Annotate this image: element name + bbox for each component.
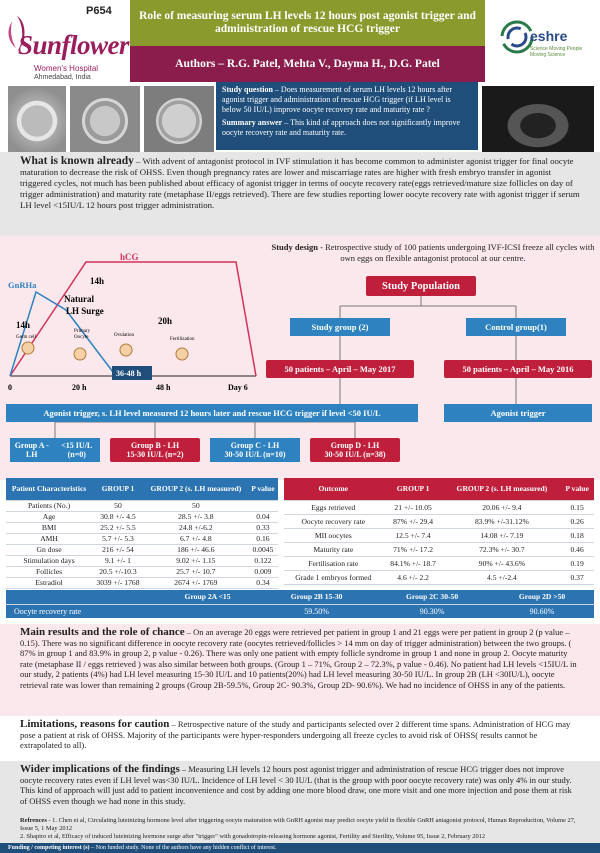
reference-1: - 1. Chen et al, Circulating luteinizing hormone level after triggering oocyte maturation with GnRH agonist may predict oocyte yield in flexible GnRH antagonist protocol, Human Reproduction, Volume 27, Issue 5, 1 May 2012 xyxy=(20,817,576,832)
table1-cell: 0.34 xyxy=(248,577,278,588)
summary-answer-text: – This kind of approach does not significantly improve oocyte recovery rate and maturity rate. xyxy=(222,118,461,137)
table1-cell: 24.8 +/-6.2 xyxy=(144,522,248,533)
table-row xyxy=(6,577,278,588)
table-row xyxy=(284,500,594,514)
hospital-city: Ahmedabad, India xyxy=(34,74,91,81)
table-row xyxy=(6,604,594,618)
known-text: – With advent of antagonist protocol in IVF stimulation it has become common to administer agonist trigger for final oocyte maturation to decrease the risk of OHSS. Even though pregnancy rates are lower and miscarriage rates are higher with fresh embryo transfer in agonist triggered cycles, not much has been published about efficacy of agonist trigger in terms of oocyte recovery rate(eggs retrieved/mature size follicles on day of trigger administration) and maturity rate (metaphase II/eggs retrieved). There are few studies reporting lower oocyte recovery rate with agonist trigger if serum LH level <15IU/L 12 hours post trigger administration. xyxy=(20,156,580,210)
table1-cell: 5.7 +/- 5.3 xyxy=(92,533,144,544)
table1-cell: Patients (No.) xyxy=(6,500,92,511)
table1-cell: 216 +/- 54 xyxy=(92,544,144,555)
patient-characteristics-table xyxy=(6,478,278,589)
table1-cell: AMH xyxy=(6,533,92,544)
table-row xyxy=(6,511,278,522)
oocyte-photo-1 xyxy=(8,86,66,156)
table1-cell: 25.2 +/- 5.5 xyxy=(92,522,144,533)
table3-header xyxy=(6,590,156,604)
lh-surge-label: LH Surge xyxy=(66,306,104,316)
funding-bar xyxy=(0,843,600,853)
group-c-box xyxy=(210,438,300,462)
table1-cell: BMI xyxy=(6,522,92,533)
table1-cell: Age xyxy=(6,511,92,522)
table-row xyxy=(6,522,278,533)
known-already-section xyxy=(0,152,600,236)
table1-cell: 0.0045 xyxy=(248,544,278,555)
axis-20h: 20 h xyxy=(72,383,87,392)
table2-cell: Oocyte recovery rate xyxy=(284,514,383,528)
study-population-box: Study Population xyxy=(366,276,476,296)
wider-text: – Measuring LH levels 12 hours post agonist trigger and administration of rescue HCG trigger does not improve oocyte recovery rates even if LH level was<30 IU/L. Incidence of LH level < 30 IU/L (that is the group with poor oocyte recovery rate) was only 4% in our study. This kind of approach will just add to patient inconvenience and cost by adding one more blood draw, one more visit and one more injection and pose them at risk of OHSS even though we had none in this study. xyxy=(20,764,572,806)
h14-left-label: 14h xyxy=(16,320,31,330)
table1-cell: 3039 +/- 1768 xyxy=(92,577,144,588)
study-question-box xyxy=(216,82,478,150)
title-bar xyxy=(130,0,485,46)
fertilization-label: Fertilization xyxy=(170,337,195,342)
table2-cell: Fertilisation rate xyxy=(284,556,383,570)
table2-cell: 14.08 +/- 7.19 xyxy=(444,528,561,542)
table2-cell: 84.1% +/- 18.7 xyxy=(383,556,444,570)
authors: Authors – R.G. Patel, Mehta V., Dayma H., D.G. Patel xyxy=(175,58,440,70)
table1-header: Patient Characteristics xyxy=(6,478,92,500)
main-results-text: – On an average 20 eggs were retrieved per patient in group 1 and 21 eggs were per patient in group 2 (p value – 0.15). There was no significant difference in oocyte recovery rate (oocytes retrieved/follicles > 14 mm on day of trigger administration) between the two groups. ( 87% in group 1 and 83.9% in group 2, p value - 0.26). There was only one patient with empty follicle syndrome in group 1 and none in group 2. Oocyte maturity rate (metaphase II / eggs retrieved ) was also similar between both groups. (Group 1 – 71%, Group 2 – 72.3%, p value - 0.46). No patient had LH levels <15IU/L in our study, 2 patients (4%) had LH level measuring 15-30 IU/L and 10 patients(20%) had LH level measuring 30-50 IU/L. In group 2B (LH <30IU/L), oocyte retrieval rate was lower than remaining 2 groups (Group 2B-59.5%, Group 2C- 90.3%, Group 2D- 90.6%). We had no incidence of OHSS in any of the patients. xyxy=(20,627,577,690)
table-row xyxy=(284,556,594,570)
table1-cell: 25.7 +/- 10.7 xyxy=(144,566,248,577)
group-a-line1: Group A - LH xyxy=(14,441,49,459)
table1-cell: 50 xyxy=(92,500,144,511)
table2-cell: 4.5 +/-2.4 xyxy=(444,570,561,584)
table1-header: P value xyxy=(248,478,278,500)
limitations-heading: Limitations, reasons for caution xyxy=(20,718,170,730)
group-d-line2: 30-50 IU/L (n=38) xyxy=(324,450,386,459)
oocyte-photo-2 xyxy=(70,86,140,156)
table-row xyxy=(6,555,278,566)
study-design-label: Study design xyxy=(271,242,319,252)
table2-cell: 0.37 xyxy=(560,570,594,584)
primary-label-2: Oocyte xyxy=(74,335,89,340)
agonist-trigger-box: Agonist trigger xyxy=(444,404,592,422)
table2-header: P value xyxy=(560,478,594,500)
agonist-rescue-box: Agonist trigger, s. LH level measured 12 hours later and rescue HCG trigger if level <50 IU/L xyxy=(6,404,418,422)
table1-cell: Gn dose xyxy=(6,544,92,555)
table1-cell: 30.8 +/- 4.5 xyxy=(92,511,144,522)
table-row xyxy=(284,570,594,584)
table1-cell: 0.33 xyxy=(248,522,278,533)
table2-header: GROUP 1 xyxy=(383,478,444,500)
references-section xyxy=(0,816,600,843)
table2-cell: MII oocytes xyxy=(284,528,383,542)
study-group-box: Study group (2) xyxy=(290,318,390,336)
table3-cell: 59.50% xyxy=(259,604,374,618)
table1-cell: 9.1 +/- 1 xyxy=(92,555,144,566)
eshre-name: eshre xyxy=(530,28,568,44)
ultrasound-photo xyxy=(482,86,594,152)
hospital-logo-text: Sunflower xyxy=(18,30,130,60)
table1-cell: 6.7 +/- 4.8 xyxy=(144,533,248,544)
table1-cell: Follicles xyxy=(6,566,92,577)
group-c-line2: 30-50 IU/L (n=10) xyxy=(224,450,286,459)
table-row xyxy=(6,500,278,511)
table2-cell: 12.5 +/- 7.4 xyxy=(383,528,444,542)
table1-cell: 186 +/- 46.6 xyxy=(144,544,248,555)
main-results-heading: Main results and the role of chance xyxy=(20,626,185,638)
h14-top-label: 14h xyxy=(90,276,105,286)
table1-header: GROUP 2 (s. LH measured) xyxy=(144,478,248,500)
eshre-tagline: Science Moving People Moving Science xyxy=(530,46,583,58)
germ-cell-label: Germ cell xyxy=(16,335,36,340)
table2-cell: 20.06 +/- 9.4 xyxy=(444,500,561,514)
summary-answer-label: Summary answer xyxy=(222,118,283,127)
table2-cell: 72.3% +/- 30.7 xyxy=(444,542,561,556)
limitations-text: – Retrospective nature of the study and participants selected over 2 different time spans. Administration of HCG may pose a patient at risk of OHSS. Majority of the participants were hyper-responders undergoing all freeze cycles to avoid risk of OHSS( results cannot be extrapolated to all). xyxy=(20,719,571,750)
known-heading: What is known already xyxy=(20,155,134,167)
table2-cell: Maturity rate xyxy=(284,542,383,556)
control-patients-box: 50 patients – April – May 2016 xyxy=(444,360,592,378)
table2-header: Outcome xyxy=(284,478,383,500)
group-b-line1: Group B - LH xyxy=(130,441,180,450)
outcome-table xyxy=(284,478,594,585)
table-row xyxy=(6,533,278,544)
hospital-name: Women's Hospital xyxy=(34,64,99,73)
table-row xyxy=(6,544,278,555)
table3-cell xyxy=(156,604,259,618)
table2-cell: 71% +/- 17.2 xyxy=(383,542,444,556)
table2-header: GROUP 2 (s. LH measured) xyxy=(444,478,561,500)
subgroup-recovery-table xyxy=(6,590,594,618)
table-row xyxy=(284,542,594,556)
table-row xyxy=(284,514,594,528)
table1-cell: 0.122 xyxy=(248,555,278,566)
table3-row-label: Oocyte recovery rate xyxy=(6,604,156,618)
group-b-box xyxy=(110,438,200,462)
table2-cell: 0.15 xyxy=(560,500,594,514)
funding-label: Funding / competing interest (s) xyxy=(8,845,90,851)
table3-header: Group 2C 30-50 xyxy=(374,590,490,604)
table2-cell: 4.6 +/- 2.2 xyxy=(383,570,444,584)
group-b-line2: 15-30 IU/L (n=2) xyxy=(126,450,184,459)
funding-text: – Non funded study. None of the authors have any hidden conflict of interest. xyxy=(89,845,277,851)
group-d-line1: Group D - LH xyxy=(330,441,380,450)
table2-cell: 0.19 xyxy=(560,556,594,570)
group-d-box xyxy=(310,438,400,462)
ovulation-label: Ovulation xyxy=(114,333,134,338)
table1-cell: 50 xyxy=(144,500,248,511)
reference-2: 2. Shapiro et al, Efficacy of induced luteinizing hormone surge after "trigger" with gonadotropin-releasing hormone agonist, Fertility and Sterility, Volume 95, Issue 2, February 2012 xyxy=(20,833,486,840)
table2-cell: 0.26 xyxy=(560,514,594,528)
h20-label: 20h xyxy=(158,316,173,326)
table1-cell: 2674 +/- 1769 xyxy=(144,577,248,588)
table1-cell: 0.04 xyxy=(248,511,278,522)
wider-heading: Wider implications of the findings xyxy=(20,763,180,775)
poster-number: P654 xyxy=(86,5,112,17)
table2-cell: 90% +/- 43.6% xyxy=(444,556,561,570)
group-a-line2: <15 IU/L (n=0) xyxy=(61,441,93,459)
poster-title: Role of measuring serum LH levels 12 hours post agonist trigger and administration of rescue HCG trigger xyxy=(139,10,476,35)
table1-cell: 0.009 xyxy=(248,566,278,577)
table2-cell: 21 +/- 10.05 xyxy=(383,500,444,514)
study-patients-box: 50 patients – April – May 2017 xyxy=(266,360,414,378)
hcg-label: hCG xyxy=(120,252,139,262)
main-results-section xyxy=(0,624,600,716)
references-label: Refrences xyxy=(20,817,47,824)
table-row xyxy=(284,528,594,542)
table2-cell: 87% +/- 29.4 xyxy=(383,514,444,528)
axis-day6: Day 6 xyxy=(228,383,248,392)
table2-cell: Eggs retrieved xyxy=(284,500,383,514)
table1-cell: Stimulation days xyxy=(6,555,92,566)
table1-header: GROUP 1 xyxy=(92,478,144,500)
table3-cell: 90.60% xyxy=(490,604,594,618)
table-row xyxy=(6,566,278,577)
table2-cell: 0.46 xyxy=(560,542,594,556)
primary-label-1: Primary xyxy=(74,329,91,334)
table2-cell: 0.18 xyxy=(560,528,594,542)
study-design-body: - Retrospective study of 100 patients undergoing IVF-ICSI freeze all cycles with own eggs on flexible antagonist protocol at our centre. xyxy=(318,242,595,263)
gnrha-label: GnRHa xyxy=(8,280,37,290)
table1-cell: 28.5 +/- 3.8 xyxy=(144,511,248,522)
table3-cell: 90.30% xyxy=(374,604,490,618)
eshre-logo-icon xyxy=(500,20,534,54)
table1-cell xyxy=(248,500,278,511)
study-question-label: Study question xyxy=(222,85,273,94)
limitations-section xyxy=(0,716,600,761)
table2-cell: 83.9% +/-31.12% xyxy=(444,514,561,528)
table1-cell: 9.02 +/- 1.15 xyxy=(144,555,248,566)
authors-bar xyxy=(130,46,485,82)
table1-cell: 0.16 xyxy=(248,533,278,544)
group-a-box xyxy=(10,438,100,462)
control-group-box: Control group(1) xyxy=(466,318,566,336)
oocyte-photo-3 xyxy=(144,86,214,156)
table1-cell: 20.5 +/-10.3 xyxy=(92,566,144,577)
wider-implications-section xyxy=(0,761,600,816)
natural-label: Natural xyxy=(64,294,94,304)
axis-48h: 48 h xyxy=(156,383,171,392)
study-question-text: – Does measurement of serum LH levels 12 hours after agonist trigger and administration of rescue HCG trigger (if LH level is below 50 IU/L) improve oocyte recovery rate and maturity rate ? xyxy=(222,85,452,114)
axis-zero: 0 xyxy=(8,383,12,392)
table2-cell: Grade 1 embryos formed xyxy=(284,570,383,584)
table3-header: Group 2A <15 xyxy=(156,590,259,604)
axis-36-48h: 36-48 h xyxy=(116,369,142,378)
table3-header: Group 2B 15-30 xyxy=(259,590,374,604)
table1-cell: Estradiol xyxy=(6,577,92,588)
group-c-line1: Group C - LH xyxy=(230,441,280,450)
table3-header: Group 2D >50 xyxy=(490,590,594,604)
